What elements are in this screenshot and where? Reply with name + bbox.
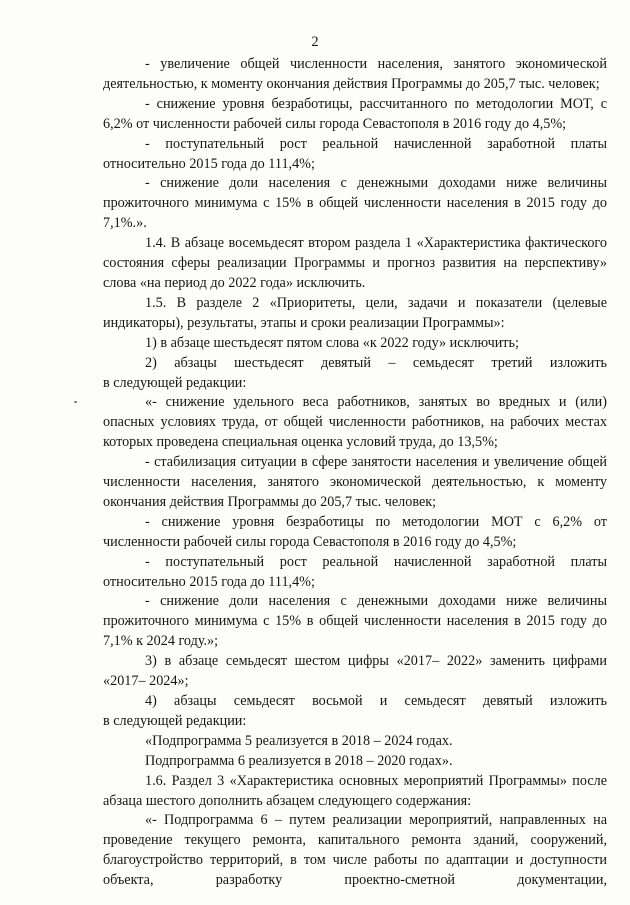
page-number: 2: [311, 34, 319, 50]
paragraph: 1.5. В разделе 2 «Приоритеты, цели, задачи и показатели (целевые индикаторы), результаты, этапы и сроки реализации Программы»:: [103, 294, 607, 331]
paragraph: - увеличение общей численности населения, занятого экономической деятельностью, к моменту окончания действия Программы до 205,7 тыс. человек;: [103, 56, 607, 92]
paragraph: «Подпрограмма 5 реализуется в 2018 – 2024 годах.: [145, 732, 453, 749]
paragraph: - поступательный рост реальной начисленной заработной платы относительно 2015 года до 111,4%;: [103, 135, 607, 172]
paragraph: - поступательный рост реальной начисленной заработной платы относительно 2015 года до 111,4%;: [103, 553, 607, 590]
paragraph: - снижение уровня безработицы, рассчитанного по методологии МОТ, с 6,2% от численности рабочей силы города Севастополя в 2016 году до 4,5%;: [103, 95, 607, 132]
paragraph: - снижение уровня безработицы по методологии МОТ с 6,2% от численности рабочей силы города Севастополя в 2016 году до 4,5%;: [103, 513, 607, 550]
paragraph: - снижение доли населения с денежными доходами ниже величины прожиточного минимума с 15% в общей численности населения в 2015 году до 7,1% к 2024 году.»;: [103, 593, 607, 650]
paragraph: 4) абзацы семьдесят восьмой и семьдесят девятый изложить: [145, 693, 607, 709]
paragraph: в следующей редакции:: [103, 374, 247, 391]
paragraph: 1.4. В абзаце восемьдесят втором раздела 1 «Характеристика фактического состояния сферы реализации Программы и прогноз развития на перспективу» слова «на период до 2022 года» исключить.: [103, 235, 607, 291]
document-body: [103, 55, 607, 891]
paragraph: 1.6. Раздел 3 «Характеристика основных мероприятий Программы» после абзаца шестого дополнить абзацем следующего содержания:: [103, 772, 607, 809]
paragraph: 2) абзацы шестьдесят девятый – семьдесят третий изложить: [145, 354, 607, 371]
paragraph: 3) в абзаце семьдесят шестом цифры «2017– 2022» заменить цифрами «2017– 2024»;: [103, 653, 607, 690]
paragraph: - снижение доли населения с денежными доходами ниже величины прожиточного минимума с 15% в общей численности населения в 2015 году до 7,1%.».: [103, 175, 607, 232]
paragraph: «- снижение удельного веса работников, занятых во вредных и (или) опасных условиях труда, от общей численности работников, на рабочих местах которых проведена специальная оценка условий труда, до 13,5%;: [103, 394, 607, 451]
paragraph: в следующей редакции:: [103, 712, 247, 729]
paragraph: «- Подпрограмма 6 – путем реализации мероприятий, направленных на проведение текущего ремонта, капитального ремонта зданий, сооружений, благоустройство территорий, в том числе работы по адаптации и доступности объекта, разработку проектно-сметной документации,: [103, 812, 607, 889]
scan-artifact: [74, 401, 77, 403]
paragraph: - стабилизация ситуации в сфере занятости населения и увеличение общей численности населения, занятого экономической деятельностью, к моменту окончания действия Программы до 205,7 тыс. человек;: [103, 454, 607, 510]
paragraph: 1) в абзаце шестьдесят пятом слова «к 2022 году» исключить;: [145, 334, 519, 351]
paragraph: Подпрограмма 6 реализуется в 2018 – 2020 годах».: [145, 752, 453, 769]
